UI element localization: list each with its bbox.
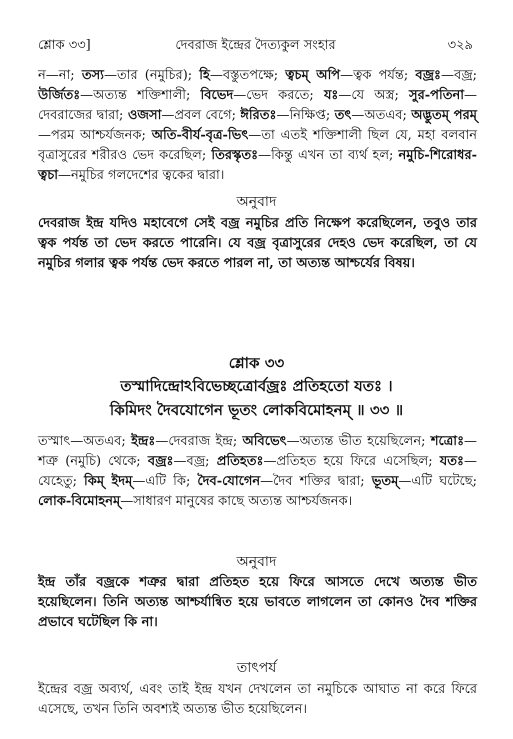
sanskrit-term: শত্রোঃ bbox=[430, 434, 464, 449]
synonyms-block-33 bbox=[38, 432, 477, 512]
sanskrit-term: ভূতম্‌ bbox=[371, 474, 399, 489]
sanskrit-term: লোক-বিমোহনম্‌ bbox=[38, 494, 121, 509]
sanskrit-term: ইন্দ্রঃ bbox=[131, 434, 156, 449]
term-meaning: —এটি কি; bbox=[132, 474, 198, 489]
term-meaning: —যেহেতু; bbox=[38, 454, 477, 489]
sanskrit-term: ওজসা bbox=[127, 108, 162, 123]
term-meaning: —দেবরাজ ইন্দ্র; bbox=[155, 434, 243, 449]
sanskrit-term: তৎ bbox=[334, 108, 352, 123]
sanskrit-term: তিরস্কৃতঃ bbox=[211, 148, 259, 163]
sanskrit-term: যতঃ bbox=[439, 454, 464, 469]
page-header bbox=[38, 36, 473, 58]
translation-32: দেবরাজ ইন্দ্র যদিও মহাবেগে সেই বজ্র নমুচির প্রতি নিক্ষেপ করেছিলেন, তবুও তার ত্বক পর্যন্ত তা ভেদ করতে পারেনি। যে বজ্র বৃত্রাসুরের দেহও ভেদ করেছিল, তা যে নমুচির গলার ত্বক পর্যন্ত ভেদ করতে পারল না, তা অত্যন্ত আশ্চর্যের বিষয়। bbox=[38, 216, 477, 271]
sanskrit-term: প্রতিহতঃ bbox=[216, 454, 264, 469]
term-meaning: —ভেদ করতে; bbox=[233, 88, 324, 103]
verse-line-1: তস্মাদিন্দ্রোঽবিভেচ্ছত্রোর্বজ্রঃ প্রতিহতো যতঃ । bbox=[120, 377, 393, 395]
sanskrit-term: অবিভেৎ bbox=[242, 434, 287, 449]
translation-heading-33: অনুবাদ bbox=[236, 554, 277, 570]
term-meaning: —অত্যন্ত শক্তিশালী; bbox=[80, 88, 201, 103]
term-meaning: —বজ্র; bbox=[173, 454, 217, 469]
sanskrit-term: বজ্রঃ bbox=[147, 454, 174, 469]
term-meaning: —প্রতিহত হয়ে ফিরে এসেছিল; bbox=[263, 454, 440, 469]
term-meaning: —অতএব; bbox=[70, 434, 132, 449]
sanskrit-term: বিভেদ bbox=[200, 88, 234, 103]
sanskrit-term: সুর-পতিনা bbox=[409, 88, 464, 103]
term-meaning: —শত্রু (নমুচি) থেকে; bbox=[38, 434, 477, 469]
sanskrit-term: তস্য bbox=[81, 68, 104, 83]
sanskrit-term: অতি-বীর্য-বৃত্র-ভিৎ bbox=[151, 128, 249, 143]
header-page-number: ৩২৯ bbox=[447, 38, 473, 53]
sanskrit-term: অদ্ভুতম্‌ পরম্‌ bbox=[411, 108, 477, 123]
sanskrit-term: হি bbox=[199, 68, 210, 83]
verse-heading: শ্লোক ৩৩ bbox=[228, 354, 285, 372]
term-meaning: —নমুচির গলদেশের ত্বকের দ্বারা। bbox=[58, 168, 225, 183]
term-meaning: —তা এতই শক্তিশালী ছিল যে, মহা বলবান বৃত্রাসুরের শরীরও ভেদ করেছিল; bbox=[38, 128, 477, 163]
term-meaning: —অত্যন্ত ভীত হয়েছিলেন; bbox=[286, 434, 431, 449]
header-chapter-title: দেবরাজ ইন্দ্রের দৈত্যকুল সংহার bbox=[175, 38, 336, 53]
term-meaning: —দেবরাজের দ্বারা; bbox=[38, 88, 477, 123]
sanskrit-term: দৈব-যোগেন bbox=[197, 474, 261, 489]
sanskrit-term: নমুচি-শিরোধর-ত্বচা bbox=[38, 148, 478, 183]
sanskrit-term: ঈরিতঃ bbox=[240, 108, 277, 123]
term-meaning: —না; bbox=[45, 68, 82, 83]
term-meaning: তস্মাৎ bbox=[38, 434, 71, 449]
term-meaning: —অতএব; bbox=[351, 108, 412, 123]
term-meaning: —সাধারণ মানুষের কাছে অত্যন্ত আশ্চর্যজনক। bbox=[120, 494, 353, 509]
synonyms-block-32 bbox=[38, 66, 477, 186]
term-meaning: —কিন্তু এখন তা ব্যর্থ হল; bbox=[258, 148, 399, 163]
sanskrit-term: ত্বচম্‌ অপি bbox=[285, 68, 341, 83]
purport-text: ইন্দ্রের বজ্র অব্যর্থ, এবং তাই ইন্দ্র যখন দেখলেন তা নমুচিকে আঘাত না করে ফিরে এসেছে, তখন তিনি অবশ্যই অত্যন্ত ভীত হয়েছিলেন। bbox=[38, 682, 477, 717]
term-meaning: —পরম আশ্চর্যজনক; bbox=[38, 128, 152, 143]
sanskrit-term: উর্জিতঃ bbox=[38, 88, 81, 103]
term-meaning: —তার (নমুচির); bbox=[103, 68, 200, 83]
term-meaning: —বজ্র; bbox=[440, 68, 478, 83]
term-meaning: —এটি ঘটেছে; bbox=[398, 474, 477, 489]
sanskrit-term: বজ্রঃ bbox=[415, 68, 441, 83]
term-meaning: —দৈব শক্তির দ্বারা; bbox=[260, 474, 372, 489]
translation-33: ইন্দ্র তাঁর বজ্রকে শত্রুর দ্বারা প্রতিহত হয়ে ফিরে আসতে দেখে অত্যন্ত ভীত হয়েছিলেন। তিনি অত্যন্ত আশ্চর্যান্বিত হয়ে ভাবতে লাগলেন তা কোনও দৈব শক্তির প্রভাবে ঘটেছিল কি না। bbox=[38, 575, 477, 630]
header-verse-ref: শ্লোক ৩৩] bbox=[38, 38, 91, 53]
sanskrit-term: যঃ bbox=[323, 88, 339, 103]
term-meaning: ন bbox=[38, 68, 46, 83]
term-meaning: —যে অস্ত্র; bbox=[338, 88, 410, 103]
sanskrit-term: কিম্‌ ইদম্‌ bbox=[84, 474, 133, 489]
verse-line-2: কিমিদং দৈবযোগেন ভূতং লোকবিমোহনম্‌ ॥ ৩৩ ॥ bbox=[109, 401, 404, 419]
purport-heading: তাৎপর্য bbox=[236, 660, 277, 676]
translation-heading-32: অনুবাদ bbox=[236, 194, 277, 210]
term-meaning: —বস্তুতপক্ষে; bbox=[209, 68, 286, 83]
term-meaning: —ত্বক পর্যন্ত; bbox=[340, 68, 416, 83]
term-meaning: —প্রবল বেগে; bbox=[161, 108, 241, 123]
term-meaning: —নিক্ষিপ্ত; bbox=[276, 108, 335, 123]
